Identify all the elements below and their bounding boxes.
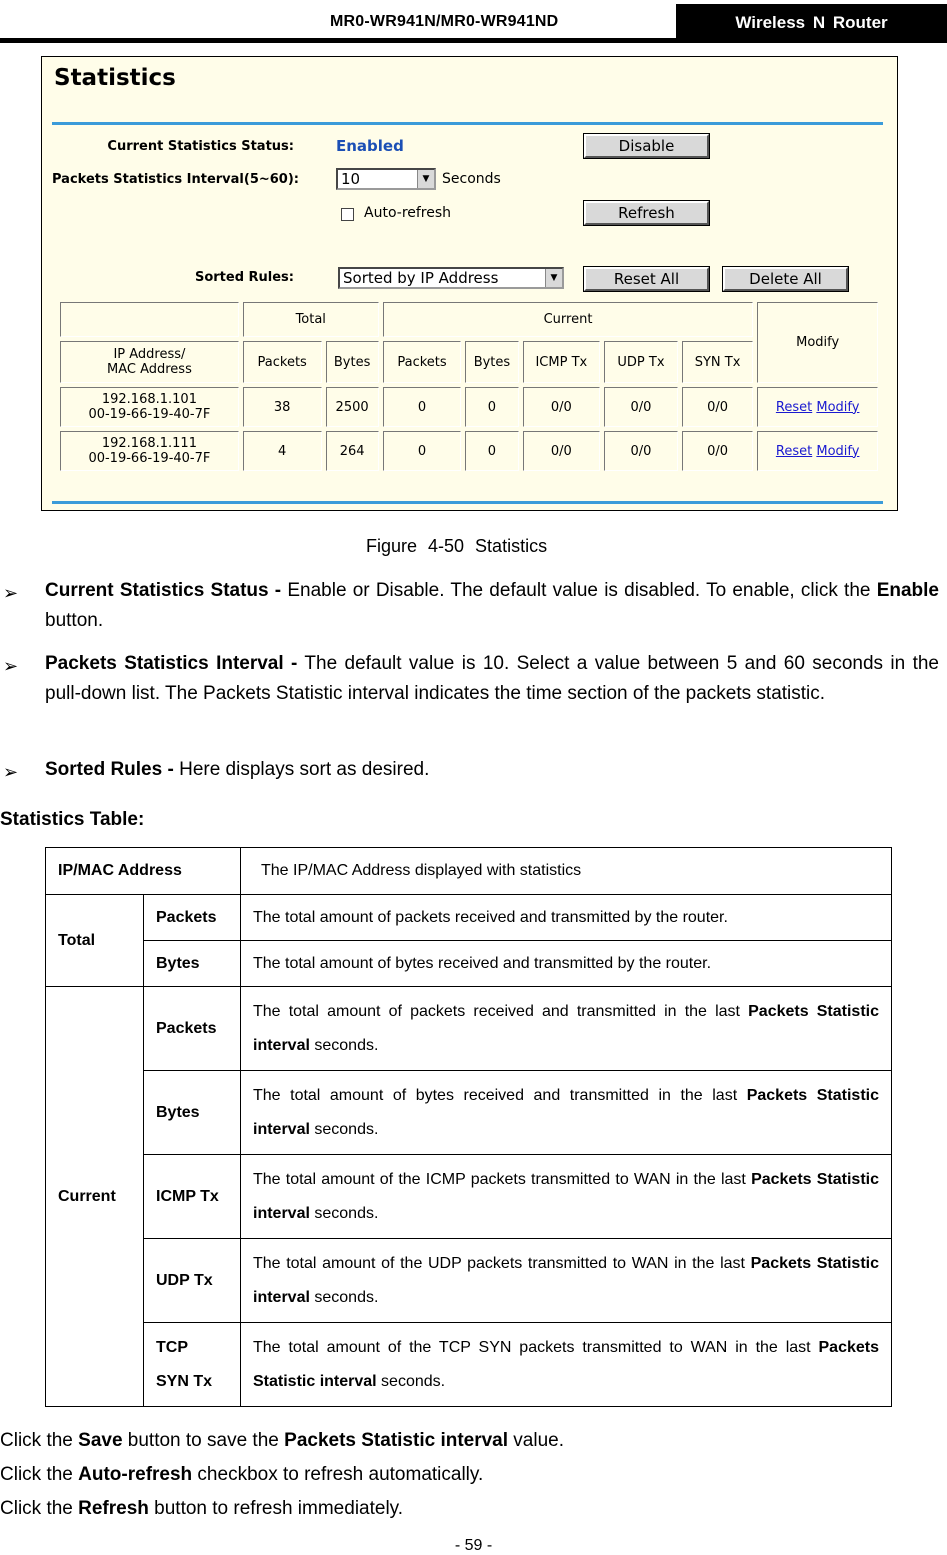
reset-link[interactable]: Reset <box>775 443 813 459</box>
statistics-table <box>56 298 882 475</box>
modify-header: Modify <box>757 302 878 383</box>
footer-line-save <box>0 1430 564 1452</box>
desc-text: seconds. <box>309 1288 379 1306</box>
refresh-button[interactable]: Refresh <box>584 201 709 225</box>
cur-bytes-desc <box>241 1071 892 1155</box>
reset-link[interactable]: Reset <box>775 399 813 415</box>
udp-label: UDP Tx <box>144 1239 241 1323</box>
desc-bold: Packets Statistic interval <box>253 1170 879 1222</box>
statistics-screenshot <box>41 56 898 511</box>
bullet-text: Here displays sort as desired. <box>173 759 430 780</box>
desc-bold: Packets Statistic interval <box>253 1002 879 1054</box>
mac-value: 00-19-66-19-40-7F <box>88 451 211 466</box>
bullet-sorted <box>45 755 939 785</box>
footer-text: Click the <box>0 1430 79 1451</box>
footer-line-autorefresh <box>0 1464 483 1486</box>
col-header: ICMP Tx <box>523 341 601 383</box>
col-header: Packets <box>383 341 462 383</box>
footer-text: Click the <box>0 1464 79 1485</box>
mac-header: MAC Address <box>106 362 192 377</box>
reset-all-button[interactable]: Reset All <box>584 267 709 291</box>
table-row <box>60 431 878 471</box>
table-corner <box>60 302 239 337</box>
product-name: Wireless N Router <box>676 4 947 40</box>
tcp-desc <box>241 1323 892 1407</box>
ip-header: IP Address/ <box>113 347 186 362</box>
bullet-interval <box>45 649 939 709</box>
desc-text: seconds. <box>309 1036 379 1054</box>
sorted-rules-select[interactable] <box>338 267 564 289</box>
interval-select[interactable] <box>336 168 436 190</box>
bullet-text: The default value is 10. Select a value between 5 and 60 seconds in the pull-down list. The Packets Statistic interval indicates the time section of the packets statistic. <box>45 653 939 704</box>
bullet-arrow-icon: ➢ <box>3 656 19 676</box>
current-label: Current <box>46 987 144 1407</box>
desc-bold: Packets Statistic interval <box>253 1338 879 1390</box>
cur-bytes-label: Bytes <box>144 1071 241 1155</box>
table-cell: 264 <box>326 431 379 471</box>
chevron-down-icon: ▼ <box>417 170 434 188</box>
status-label: Current Statistics Status: <box>107 139 294 154</box>
total-bytes-label: Bytes <box>144 941 241 987</box>
table-cell: 0 <box>465 431 518 471</box>
header-rule <box>0 38 947 43</box>
footer-text: value. <box>508 1430 565 1451</box>
bullet-status <box>45 576 939 636</box>
status-value: Enabled <box>336 137 404 155</box>
ip-value: 192.168.1.101 <box>101 392 197 407</box>
col-header: Bytes <box>326 341 379 383</box>
table-row <box>60 387 878 427</box>
bullet-term: Packets Statistics Interval - <box>45 653 298 674</box>
desc-text: The total amount of the ICMP packets transmitted to WAN in the last <box>253 1170 752 1188</box>
model-name: MR0-WR941N/MR0-WR941ND <box>330 13 559 30</box>
bullet-term: Sorted Rules - <box>45 759 174 780</box>
footer-bold: Save <box>78 1430 123 1451</box>
auto-refresh-checkbox[interactable] <box>341 208 354 221</box>
total-packets-label: Packets <box>144 895 241 941</box>
total-label: Total <box>46 895 144 987</box>
desc-text: The total amount of packets received and transmitted in the last <box>253 1002 749 1020</box>
ipmac-desc: The IP/MAC Address displayed with statistics <box>241 848 892 895</box>
bullet-text: Enable or Disable. The default value is disabled. To enable, click the <box>281 580 877 601</box>
modify-cell <box>757 387 878 427</box>
title-divider <box>52 122 883 125</box>
table-cell: 0 <box>383 431 462 471</box>
table-cell: 0/0 <box>682 387 754 427</box>
table-cell: 0/0 <box>604 431 678 471</box>
interval-select-value: 10 <box>341 170 361 188</box>
auto-refresh-label: Auto-refresh <box>364 205 452 221</box>
page-number: - 59 - <box>454 1537 493 1554</box>
group-current-header: Current <box>383 302 754 337</box>
footer-bold: Packets Statistic interval <box>284 1430 509 1451</box>
table-cell: 0/0 <box>682 431 754 471</box>
group-total-header: Total <box>243 302 379 337</box>
footer-text: button to save the <box>122 1430 285 1451</box>
desc-bold: Packets Statistic interval <box>253 1086 879 1138</box>
modify-link[interactable]: Modify <box>816 443 860 459</box>
col-header: UDP Tx <box>604 341 678 383</box>
table-cell: 38 <box>243 387 322 427</box>
footer-line-refresh <box>0 1498 403 1520</box>
desc-text: seconds. <box>309 1120 379 1138</box>
tcp-label <box>144 1323 241 1407</box>
mac-value: 00-19-66-19-40-7F <box>88 407 211 422</box>
cur-packets-label: Packets <box>144 987 241 1071</box>
bullet-bold: Enable <box>876 580 939 601</box>
udp-desc <box>241 1239 892 1323</box>
footer-text: Click the <box>0 1498 79 1519</box>
col-header: Packets <box>243 341 322 383</box>
footer-bold: Refresh <box>78 1498 149 1519</box>
icmp-label: ICMP Tx <box>144 1155 241 1239</box>
table-cell: 0/0 <box>523 431 601 471</box>
desc-text: The total amount of the UDP packets transmitted to WAN in the last <box>253 1254 751 1272</box>
statistics-table-heading: Statistics Table: <box>0 809 145 830</box>
chevron-down-icon: ▼ <box>545 269 562 287</box>
table-cell: 2500 <box>326 387 379 427</box>
disable-button[interactable]: Disable <box>584 134 709 158</box>
ip-mac-cell <box>60 431 239 471</box>
figure-caption: Figure 4-50 Statistics <box>366 536 548 556</box>
description-table <box>45 847 892 1407</box>
icmp-desc <box>241 1155 892 1239</box>
page-header <box>0 0 947 44</box>
bullet-arrow-icon: ➢ <box>3 583 19 603</box>
desc-text: The total amount of the TCP SYN packets transmitted to WAN in the last <box>253 1338 819 1356</box>
cur-packets-desc <box>241 987 892 1071</box>
bullet-text: button. <box>45 610 104 631</box>
footer-text: button to refresh immediately. <box>148 1498 404 1519</box>
bullet-arrow-icon: ➢ <box>3 762 19 782</box>
total-packets-desc: The total amount of packets received and transmitted by the router. <box>241 895 892 941</box>
desc-text: seconds. <box>309 1204 379 1222</box>
table-cell: 4 <box>243 431 322 471</box>
ipmac-label: IP/MAC Address <box>46 848 241 895</box>
table-cell: 0 <box>465 387 518 427</box>
ip-mac-cell <box>60 387 239 427</box>
total-bytes-desc: The total amount of bytes received and transmitted by the router. <box>241 941 892 987</box>
modify-link[interactable]: Modify <box>816 399 860 415</box>
interval-label: Packets Statistics Interval(5~60): <box>52 172 299 187</box>
table-cell: 0/0 <box>604 387 678 427</box>
sorted-rules-label: Sorted Rules: <box>194 270 294 285</box>
footer-bold: Auto-refresh <box>78 1464 193 1485</box>
modify-cell <box>757 431 878 471</box>
table-cell: 0 <box>383 387 462 427</box>
bottom-divider <box>52 501 883 504</box>
tcp-label-line: TCP <box>156 1338 188 1356</box>
desc-text: The total amount of bytes received and transmitted in the last <box>253 1086 747 1104</box>
screenshot-title: Statistics <box>54 65 176 91</box>
desc-bold: Packets Statistic interval <box>253 1254 880 1306</box>
tcp-label-line: SYN Tx <box>156 1372 213 1390</box>
sorted-rules-select-value: Sorted by IP Address <box>343 269 499 287</box>
footer-text: checkbox to refresh automatically. <box>192 1464 484 1485</box>
col-header: Bytes <box>465 341 518 383</box>
bullet-term: Current Statistics Status - <box>45 580 282 601</box>
delete-all-button[interactable]: Delete All <box>723 267 848 291</box>
seconds-label: Seconds <box>442 171 501 187</box>
ip-mac-header <box>60 341 239 383</box>
ip-value: 192.168.1.111 <box>101 436 197 451</box>
col-header: SYN Tx <box>682 341 754 383</box>
desc-text: seconds. <box>376 1372 446 1390</box>
table-cell: 0/0 <box>523 387 601 427</box>
